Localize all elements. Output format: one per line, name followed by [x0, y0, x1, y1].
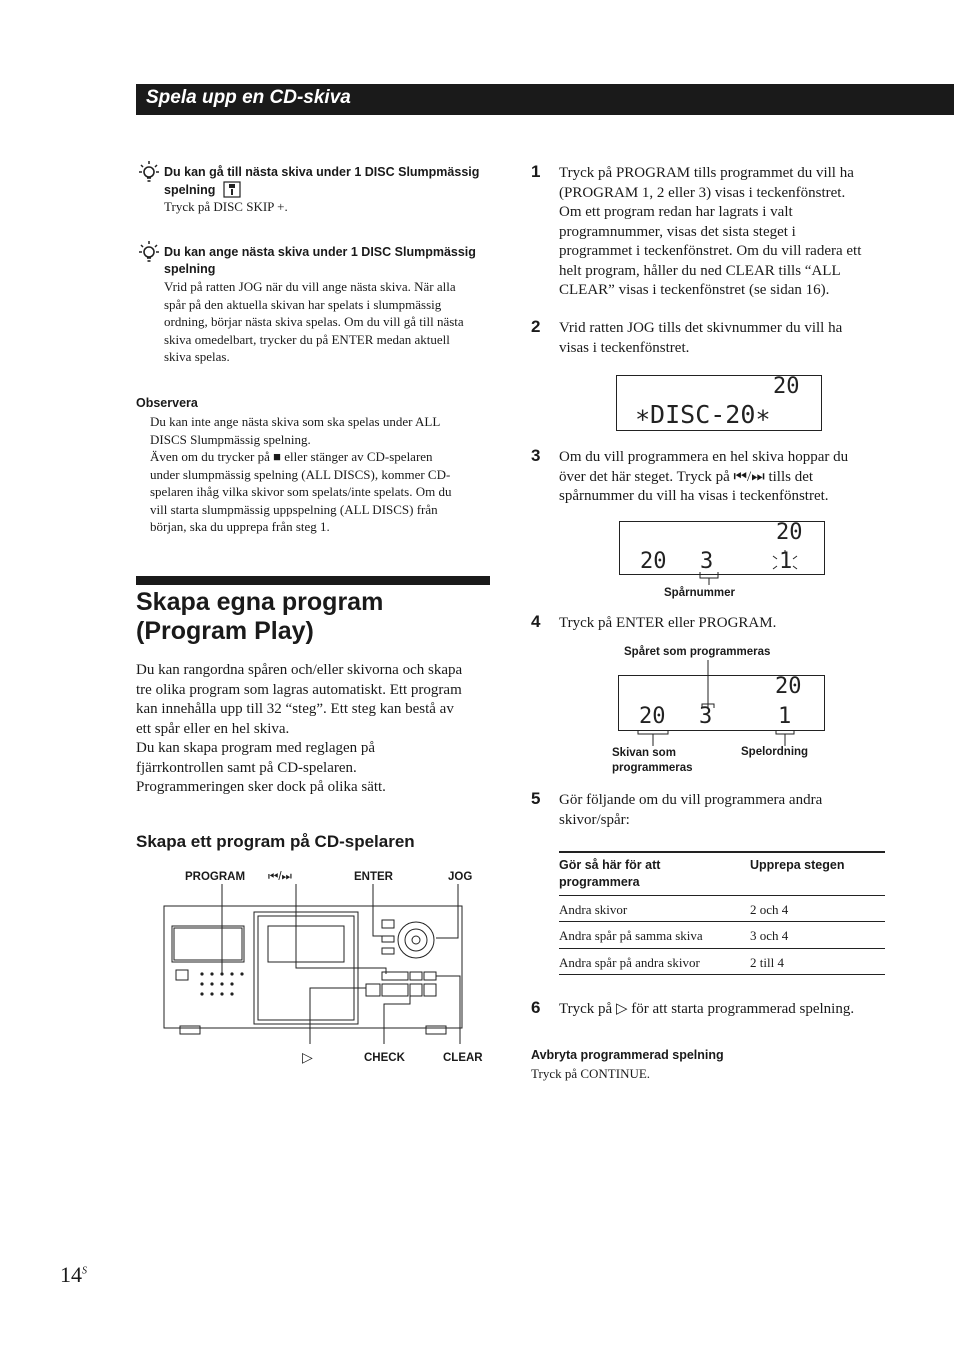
display-program-number: 20 [775, 674, 802, 699]
display-disc-text: ∗DISC-20∗ [635, 400, 771, 429]
table-top-rule [559, 851, 885, 853]
step-6-number: 6 [531, 998, 541, 1017]
step-5-text: Gör följande om du vill programmera andra skivor/spår: [559, 792, 823, 828]
label-skip: ⏮/⏭ [268, 871, 292, 883]
page-number: $14^S$ [60, 1262, 87, 1287]
table-cell: Andra skivor [559, 902, 628, 917]
remote-icon [223, 181, 241, 198]
step-3-number: 3 [531, 446, 541, 465]
label-enter: ENTER [354, 871, 393, 883]
label-play: ▷ [302, 1049, 313, 1065]
label-check: CHECK [364, 1052, 405, 1064]
cancel-title: Avbryta programmerad spelning [531, 1048, 724, 1062]
caption-track-number: Spårnummer [664, 587, 735, 599]
tip-lightbulb-icon [138, 160, 160, 184]
track-pointer [698, 572, 722, 586]
display-order-number: 1 [778, 704, 792, 729]
label-program: PROGRAM [185, 871, 246, 883]
step-5-number: 5 [531, 789, 541, 808]
step-3-text: Om du vill programmera en hel skiva hoppar du över det här steget. Tryck på ⏮/⏭ tills det spårnummer du vill ha visas i teckenfönstret. [559, 449, 849, 504]
table-cell: 2 till 4 [750, 955, 784, 970]
table-header-steps: Upprepa stegen [750, 858, 845, 872]
display-track-number: 3 [699, 704, 713, 729]
table-cell: 2 och 4 [750, 902, 789, 917]
cd-player-illustration [160, 884, 470, 1044]
table-rule [559, 921, 885, 922]
section-intro: Du kan rangordna spåren och/eller skivorna och skapa tre olika program som lagras automatiskt. Ett program kan innehålla upp till 32 “steg”. Ett steg kan bestå av ett spår eller en hel skiva. Du kan skapa program med reglagen på fjärrkontrollen samt på CD-spelaren. Programmeringen sker dock på olika sätt. [136, 662, 463, 795]
step-1-number: 1 [531, 162, 541, 181]
display-disc-number: 20 [640, 549, 667, 574]
tip-lightbulb-icon [138, 240, 160, 264]
table-cell: 3 och 4 [750, 928, 789, 943]
tip1-title: Du kan gå till nästa skiva under 1 DISC Slumpmässig spelning [164, 165, 480, 197]
caption-disc-programmed: Skivan som programmeras [612, 747, 693, 774]
display-disc-number: 20 [639, 704, 666, 729]
display-program-number: 20 [773, 374, 800, 399]
tip1-body: Tryck på DISC SKIP +. [164, 199, 288, 214]
section-title: Skapa egna program (Program Play) [136, 588, 384, 645]
step-1-text: Tryck på PROGRAM tills programmet du vill ha (PROGRAM 1, 2 eller 3) visas i teckenfönstret. Om ett program redan har lagrats i valt programnummer, visas det sista steget i programmet i teckenfönstret. Om du vill radera ett helt program, håller du ned CLEAR tills “ALL CLEAR” visas i teckenfönstret (se sidan 16). [559, 165, 862, 298]
step-2-text: Vrid ratten JOG tills det skivnummer du vill ha visas i teckenfönstret. [559, 320, 843, 356]
caption-track-programmed: Spåret som programmeras [624, 646, 771, 658]
display-track [619, 521, 825, 575]
step-6-text: Tryck på ▷ för att starta programmerad spelning. [559, 1001, 855, 1017]
step-4-number: 4 [531, 612, 541, 631]
header-title: Spela upp en CD-skiva [146, 87, 351, 108]
table-rule [559, 895, 885, 896]
table-header-action: Gör så här för att programmera [559, 858, 661, 889]
step-4-text: Tryck på ENTER eller PROGRAM. [559, 615, 777, 631]
step-2-number: 2 [531, 317, 541, 336]
blink-indicator-icon [770, 550, 800, 576]
display-disc [616, 375, 822, 431]
table-cell: Andra spår på andra skivor [559, 955, 700, 970]
tip2-title: Du kan ange nästa skiva under 1 DISC Slumpmässig spelning [164, 245, 476, 276]
note-title: Observera [136, 396, 198, 410]
cancel-body: Tryck på CONTINUE. [531, 1066, 651, 1081]
table-bottom-rule [559, 974, 885, 975]
note-body: Du kan inte ange nästa skiva som ska spelas under ALL DISCS Slumpmässig spelning. Även om du trycker på ■ eller stänger av CD-spelaren under slumpmässig spelning (ALL DISCS), kommer CD- spelaren ihåg vilka skivor som spelats/inte spelats. Om du vill starta slumpmässig uppspelning (ALL DISCS) från början, ska du upprepa från steg 1. [150, 414, 452, 534]
label-jog: JOG [448, 871, 473, 883]
table-cell: Andra spår på samma skiva [559, 928, 703, 943]
caption-play-order: Spelordning [741, 746, 809, 758]
section-rule [136, 576, 490, 585]
table-rule [559, 948, 885, 949]
display-order-number: 1 [779, 549, 793, 574]
subheading: Skapa ett program på CD-spelaren [136, 832, 415, 851]
display-track-number: 3 [700, 549, 714, 574]
label-clear: CLEAR [443, 1052, 483, 1064]
display-pointers [620, 660, 820, 748]
display-program-number: 20 [776, 520, 803, 545]
tip2-body: Vrid på ratten JOG när du vill ange nästa skiva. När alla spår på den aktuella skivan har spelats i slumpmässig ordning, börjar nästa skiva spelas. Om du vill gå till nästa skiva omedelbart, trycker du på ENTER medan aktuell skiva spelas. [164, 279, 464, 364]
